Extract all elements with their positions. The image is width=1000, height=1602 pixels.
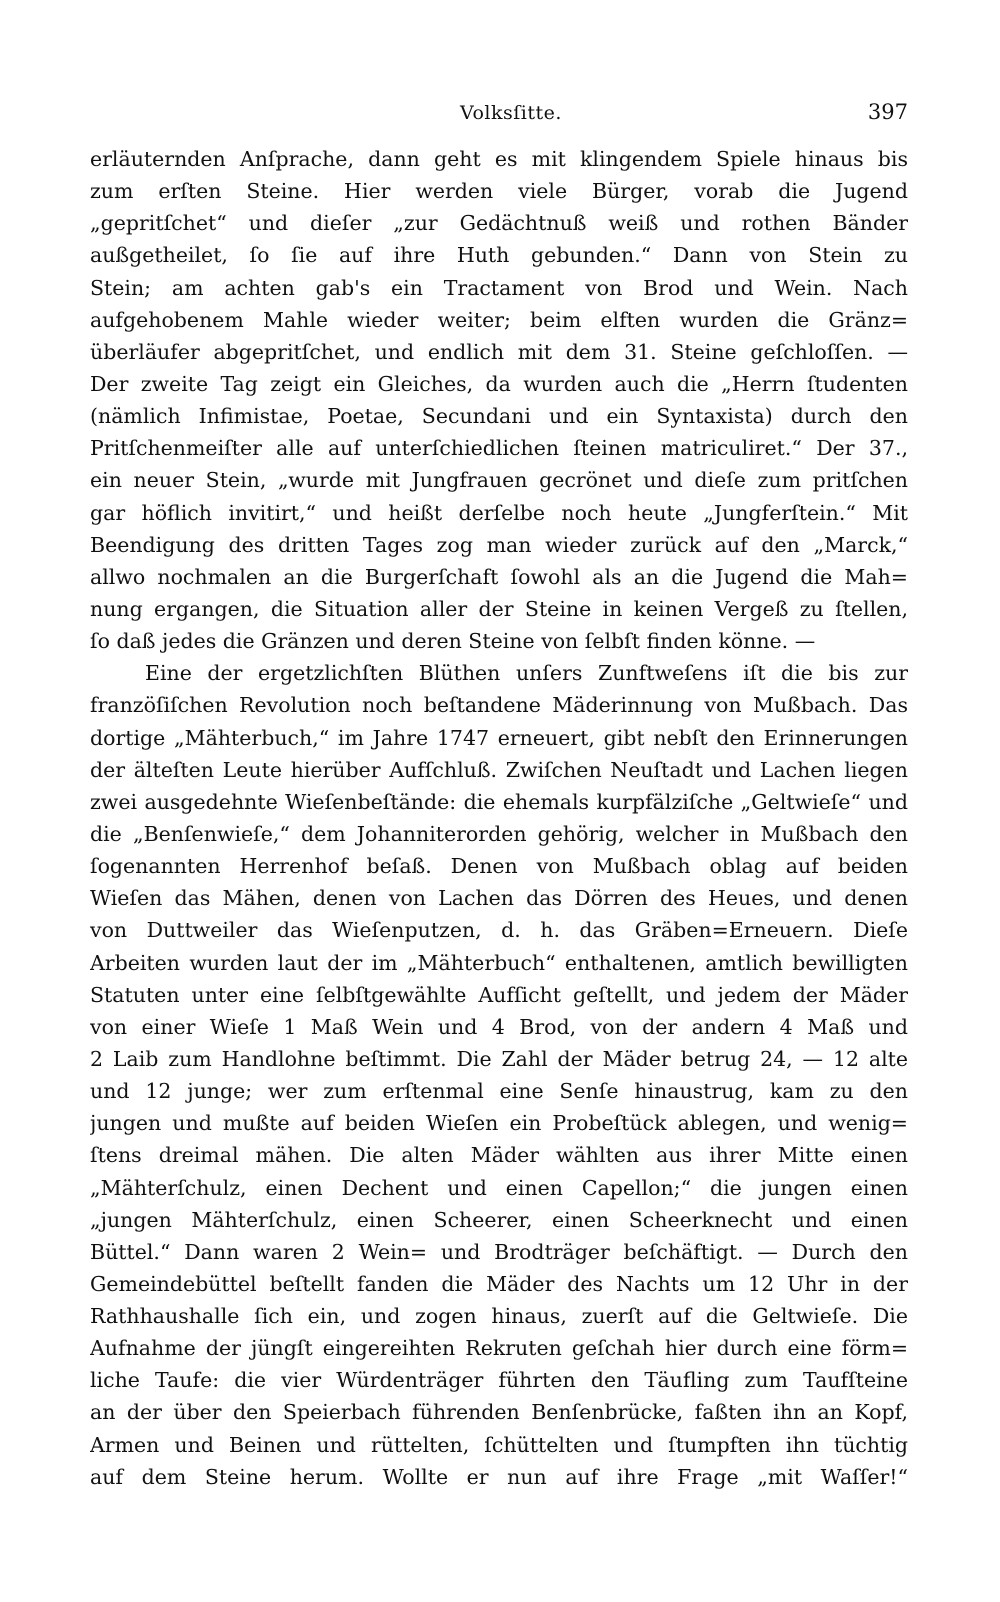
text-line: die „Benſenwieſe,“ dem Johanniterorden gehörig, welcher in Mußbach den: [90, 821, 908, 846]
text-line: Büttel.“ Dann waren 2 Wein= und Brodträger beſchäftigt. — Durch den: [90, 1239, 908, 1264]
text-line: allwo nochmalen an die Burgerſchaft ſowohl als an die Jugend die Mah=: [90, 564, 908, 589]
text-line: Statuten unter eine ſelbſtgewählte Aufſicht geſtellt, und jedem der Mäder: [90, 982, 908, 1007]
text-line: zwei ausgedehnte Wieſenbeſtände: die ehemals kurpfälziſche „Geltwieſe“ und: [90, 789, 908, 814]
text-line: liche Taufe: die vier Würdenträger führten den Täufling zum Taufſteine: [90, 1368, 908, 1393]
text-line: zum erſten Steine. Hier werden viele Bürger, vorab die Jugend: [90, 179, 908, 204]
paragraph-start-line: Eine der ergetzlichſten Blüthen unſers Zunftweſens iſt die bis zur: [145, 661, 908, 686]
text-line: „Mähterſchulz, einen Dechent und einen Capellon;“ die jungen einen: [90, 1175, 908, 1200]
text-line: aufgehobenem Mahle wieder weiter; beim elften wurden die Gränz=: [90, 307, 908, 332]
text-line: Aufnahme der jüngſt eingereihten Rekruten geſchah hier durch eine förm=: [90, 1336, 908, 1361]
text-line: „gepritſchet“ und dieſer „zur Gedächtnuß weiß und rothen Bänder: [90, 211, 908, 236]
text-line: außgetheilet, ſo ſie auf ihre Huth gebunden.“ Dann von Stein zu: [90, 243, 908, 268]
text-line: Gemeindebüttel beſtellt fanden die Mäder des Nachts um 12 Uhr in der: [90, 1271, 908, 1296]
text-line: Pritſchenmeiſter alle auf unterſchiedlichen ſteinen matriculiret.“ Der 37.,: [90, 436, 908, 461]
text-line: ein neuer Stein, „wurde mit Jungfrauen gecrönet und dieſe zum pritſchen: [90, 468, 908, 493]
text-line: Der zweite Tag zeigt ein Gleiches, da wurden auch die „Herrn ſtudenten: [90, 371, 908, 396]
text-line: dortige „Mähterbuch,“ im Jahre 1747 erneuert, gibt nebſt den Erinnerungen: [90, 725, 908, 750]
text-line: ſogenannten Herrenhof beſaß. Denen von Mußbach oblag auf beiden: [90, 854, 908, 879]
page-number: 397: [867, 100, 908, 124]
text-line: der älteſten Leute hierüber Aufſchluß. Zwiſchen Neuſtadt und Lachen liegen: [90, 757, 908, 782]
text-line: (nämlich Infimistae, Poetae, Secundani und ein Syntaxista) durch den: [90, 404, 908, 429]
text-line: nung ergangen, die Situation aller der Steine in keinen Vergeß zu ſtellen,: [90, 596, 908, 621]
body-text: [90, 143, 908, 1493]
text-line: Stein; am achten gab's ein Tractament von Brod und Wein. Nach: [90, 275, 908, 300]
text-line: und 12 junge; wer zum erſtenmal eine Senſe hinaustrug, kam zu den: [90, 1079, 908, 1104]
text-line: ſtens dreimal mähen. Die alten Mäder wählten aus ihrer Mitte einen: [90, 1143, 908, 1168]
text-line: gar höflich invitirt,“ und heißt derſelbe noch heute „Jungferſtein.“ Mit: [90, 500, 908, 525]
paragraph-end-line: ſo daß jedes die Gränzen und deren Steine von ſelbſt finden könne. —: [90, 629, 816, 654]
text-line: 2 Laib zum Handlohne beſtimmt. Die Zahl der Mäder betrug 24, — 12 alte: [90, 1046, 908, 1071]
text-line: Wieſen das Mähen, denen von Lachen das Dörren des Heues, und denen: [90, 886, 908, 911]
text-line: Rathhaushalle ſich ein, und zogen hinaus, zuerſt auf die Geltwieſe. Die: [90, 1304, 908, 1329]
text-line: Armen und Beinen und rüttelten, ſchüttelten und ſtumpften ihn tüchtig: [90, 1432, 908, 1457]
text-line: jungen und mußte auf beiden Wieſen ein Probeſtück ablegen, und wenig=: [90, 1111, 908, 1136]
text-line: auf dem Steine herum. Wollte er nun auf ihre Frage „mit Waſſer!“: [90, 1464, 908, 1489]
text-line: franzöſiſchen Revolution noch beſtandene Mäderinnung von Mußbach. Das: [90, 693, 908, 718]
text-line: von einer Wieſe 1 Maß Wein und 4 Brod, von der andern 4 Maß und: [90, 1014, 908, 1039]
running-head: Volksſitte.: [460, 102, 562, 124]
page-header: [90, 100, 908, 140]
text-line: von Duttweiler das Wieſenputzen, d. h. das Gräben=Erneuern. Dieſe: [90, 918, 908, 943]
text-line: „jungen Mähterſchulz, einen Scheerer, einen Scheerknecht und einen: [90, 1207, 908, 1232]
text-line: überläufer abgepritſchet, und endlich mit dem 31. Steine geſchloſſen. —: [90, 339, 908, 364]
text-line: erläuternden Anſprache, dann geht es mit klingendem Spiele hinaus bis: [90, 147, 908, 171]
text-line: an der über den Speierbach führenden Benſenbrücke, faßten ihn an Kopf,: [90, 1400, 908, 1425]
text-line: Beendigung des dritten Tages zog man wieder zurück auf den „Marck,“: [90, 532, 908, 557]
text-line: Arbeiten wurden laut der im „Mähterbuch“ enthaltenen, amtlich bewilligten: [90, 950, 908, 975]
